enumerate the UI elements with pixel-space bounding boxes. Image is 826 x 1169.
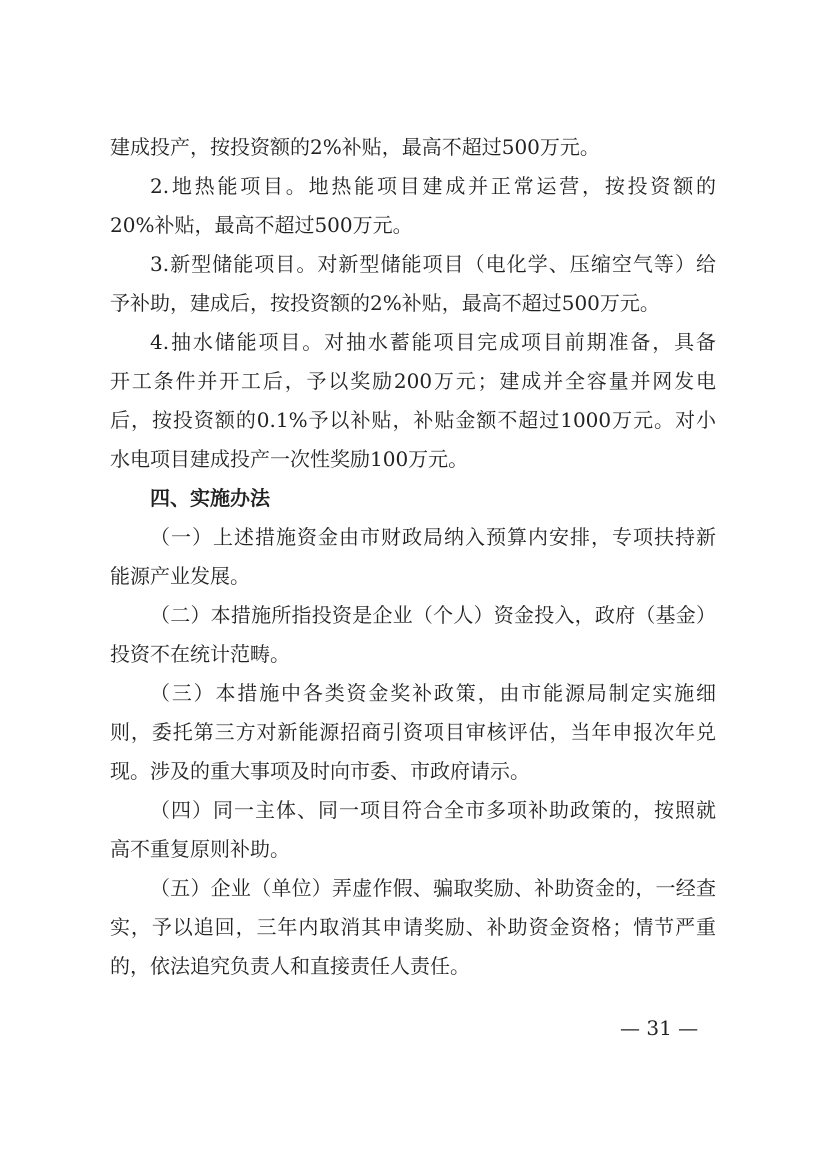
text-line: 投资不在统计范畴。 — [110, 642, 290, 666]
text-line: 予补助，建成后，按投资额的2%补贴，最高不超过500万元。 — [110, 291, 660, 315]
text-line: 实，予以追回，三年内取消其申请奖励、补助资金资格；情节严重 — [110, 915, 716, 939]
text-line: 则，委托第三方对新能源招商引资项目审核评估，当年申报次年兑 — [110, 720, 716, 744]
text-line: （二）本措施所指投资是企业（个人）资金投入，政府（基金） — [150, 603, 716, 627]
text-line: 建成投产，按投资额的2%补贴，最高不超过500万元。 — [110, 135, 600, 159]
text-line: 20%补贴，最高不超过500万元。 — [110, 213, 413, 237]
text-line: （一）上述措施资金由市财政局纳入预算内安排，专项扶持新 — [150, 525, 716, 549]
text-line: 能源产业发展。 — [110, 564, 250, 588]
text-line: 3.新型储能项目。对新型储能项目（电化学、压缩空气等）给 — [150, 252, 716, 276]
text-line: （三）本措施中各类资金奖补政策，由市能源局制定实施细 — [150, 681, 716, 705]
text-line: 开工条件并开工后，予以奖励200万元；建成并全容量并网发电 — [110, 369, 716, 393]
text-line: 高不重复原则补助。 — [110, 837, 290, 861]
section-heading: 四、实施办法 — [150, 486, 270, 510]
text-line: 后，按投资额的0.1%予以补贴，补贴金额不超过1000万元。对小 — [110, 408, 716, 432]
page-number: — 31 — — [620, 1016, 699, 1040]
text-line: 4.抽水储能项目。对抽水蓄能项目完成项目前期准备，具备 — [150, 330, 716, 354]
text-line: 水电项目建成投产一次性奖励100万元。 — [110, 447, 469, 471]
text-line: 2.地热能项目。地热能项目建成并正常运营，按投资额的 — [150, 174, 716, 198]
text-line: 的，依法追究负责人和直接责任人责任。 — [110, 954, 470, 978]
text-line: （五）企业（单位）弄虚作假、骗取奖励、补助资金的，一经查 — [150, 876, 716, 900]
document-body — [110, 128, 716, 986]
text-line: 现。涉及的重大事项及时向市委、市政府请示。 — [110, 759, 530, 783]
text-line: （四）同一主体、同一项目符合全市多项补助政策的，按照就 — [150, 798, 716, 822]
